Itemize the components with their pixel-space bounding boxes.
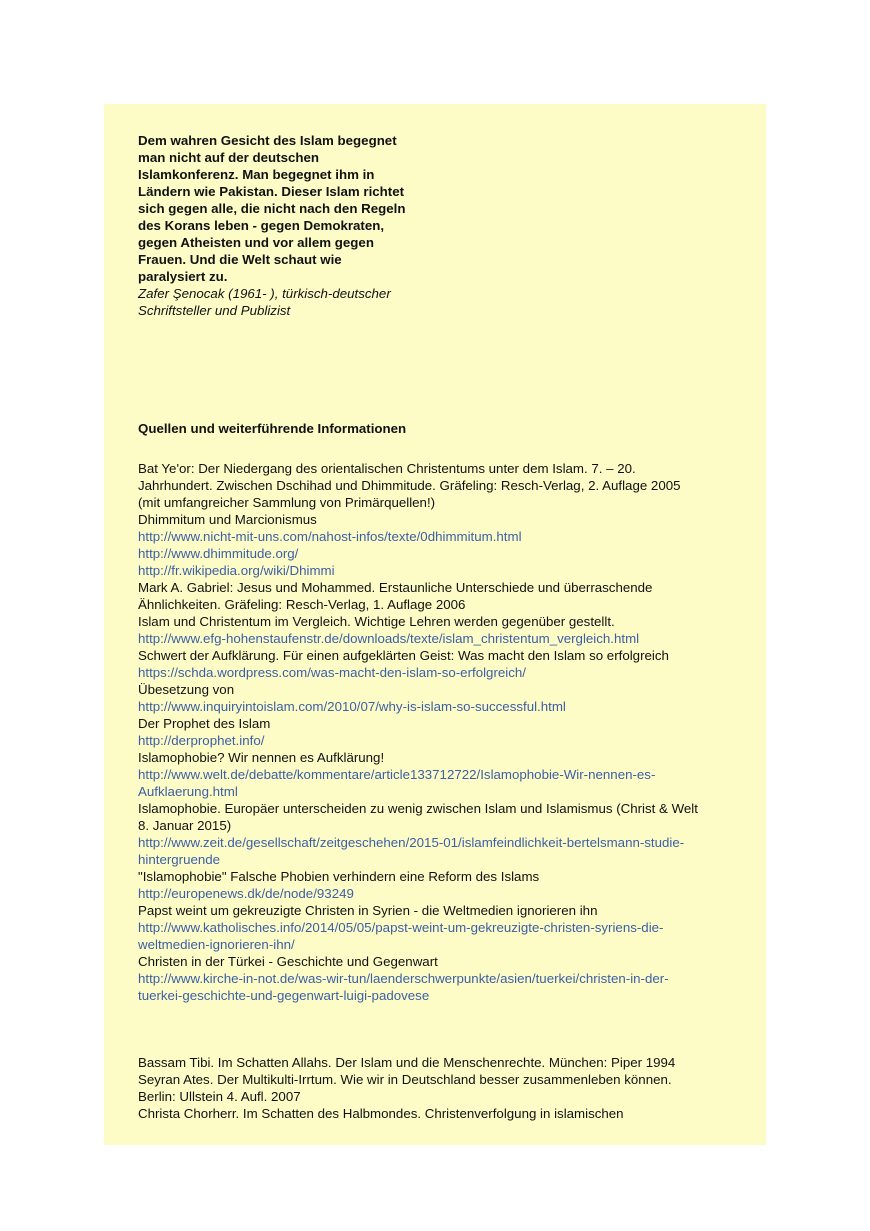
source-link[interactable]: http://www.inquiryintoislam.com/2010/07/why-is-islam-so-successful.html: [138, 699, 566, 714]
source-entry: Papst weint um gekreuzigte Christen in Syrien - die Weltmedien ignorieren ihn: [138, 903, 598, 918]
source-link[interactable]: http://www.efg-hohenstaufenstr.de/downloads/texte/islam_christentum_vergleich.html: [138, 631, 640, 646]
source-entry: "Islamophobie" Falsche Phobien verhindern eine Reform des Islams: [138, 869, 540, 884]
source-entry: Bat Ye'or: Der Niedergang des orientalischen Christentums unter dem Islam. 7. – 20. Jahrhundert. Zwischen Dschihad und Dhimmitude. Gräfeling: Resch-Verlag, 2. Auflage 2005 (mit umfangreicher Sammlung von Primärquellen!): [138, 461, 681, 510]
source-entry: Schwert der Aufklärung. Für einen aufgeklärten Geist: Was macht den Islam so erfolgreich: [138, 648, 669, 663]
source-entry: Dhimmitum und Marcionismus: [138, 512, 317, 527]
book-entry: Seyran Ates. Der Multikulti-Irrtum. Wie wir in Deutschland besser zusammenleben können. Berlin: Ullstein 4. Aufl. 2007: [138, 1072, 672, 1104]
sources-list: [138, 460, 698, 1004]
source-link[interactable]: http://derprophet.info/: [138, 733, 265, 748]
sources-heading: Quellen und weiterführende Informationen: [138, 421, 407, 436]
source-link[interactable]: http://www.katholisches.info/2014/05/05/papst-weint-um-gekreuzigte-christen-syriens-die-weltmedien-ignorieren-ihn/: [138, 920, 664, 952]
document-page: [104, 104, 766, 1145]
books-list: [138, 1054, 698, 1122]
source-entry: Islam und Christentum im Vergleich. Wichtige Lehren werden gegenüber gestellt.: [138, 614, 615, 629]
book-entry: Bassam Tibi. Im Schatten Allahs. Der Islam und die Menschenrechte. München: Piper 1994: [138, 1055, 676, 1070]
source-link[interactable]: https://schda.wordpress.com/was-macht-den-islam-so-erfolgreich/: [138, 665, 526, 680]
quote-text: Dem wahren Gesicht des Islam begegnet man nicht auf der deutschen Islamkonferenz. Man begegnet ihm in Ländern wie Pakistan. Dieser Islam richtet sich gegen alle, die nicht nach den Regeln des Korans leben - gegen Demokraten, gegen Atheisten und vor allem gegen Frauen. Und die Welt schaut wie paralysiert zu.: [138, 133, 406, 284]
source-link[interactable]: http://www.welt.de/debatte/kommentare/article133712722/Islamophobie-Wir-nennen-es-Aufklaerung.html: [138, 767, 656, 799]
source-link[interactable]: http://fr.wikipedia.org/wiki/Dhimmi: [138, 563, 335, 578]
source-link[interactable]: http://europenews.dk/de/node/93249: [138, 886, 354, 901]
source-link[interactable]: http://www.kirche-in-not.de/was-wir-tun/laenderschwerpunkte/asien/tuerkei/christen-in-der-tuerkei-geschichte-und-gegenwart-luigi-padovese: [138, 971, 669, 1003]
source-entry: Christen in der Türkei - Geschichte und Gegenwart: [138, 954, 438, 969]
quote-author: Zafer Şenocak (1961- ), türkisch-deutscher Schriftsteller und Publizist: [138, 286, 391, 318]
source-entry: Der Prophet des Islam: [138, 716, 271, 731]
book-entry: Christa Chorherr. Im Schatten des Halbmondes. Christenverfolgung in islamischen: [138, 1106, 624, 1121]
source-link[interactable]: http://www.dhimmitude.org/: [138, 546, 299, 561]
source-entry: Islamophobie? Wir nennen es Aufklärung!: [138, 750, 385, 765]
source-entry: Islamophobie. Europäer unterscheiden zu wenig zwischen Islam und Islamismus (Christ & Welt 8. Januar 2015): [138, 801, 698, 833]
source-entry: Übesetzung von: [138, 682, 235, 697]
source-link[interactable]: http://www.zeit.de/gesellschaft/zeitgeschehen/2015-01/islamfeindlichkeit-bertelsmann-studie-hintergruende: [138, 835, 685, 867]
source-link[interactable]: http://www.nicht-mit-uns.com/nahost-infos/texte/0dhimmitum.html: [138, 529, 522, 544]
source-entry: Mark A. Gabriel: Jesus und Mohammed. Erstaunliche Unterschiede und überraschende Ähnlichkeiten. Gräfeling: Resch-Verlag, 1. Auflage 2006: [138, 580, 653, 612]
quote-block: [138, 132, 408, 319]
